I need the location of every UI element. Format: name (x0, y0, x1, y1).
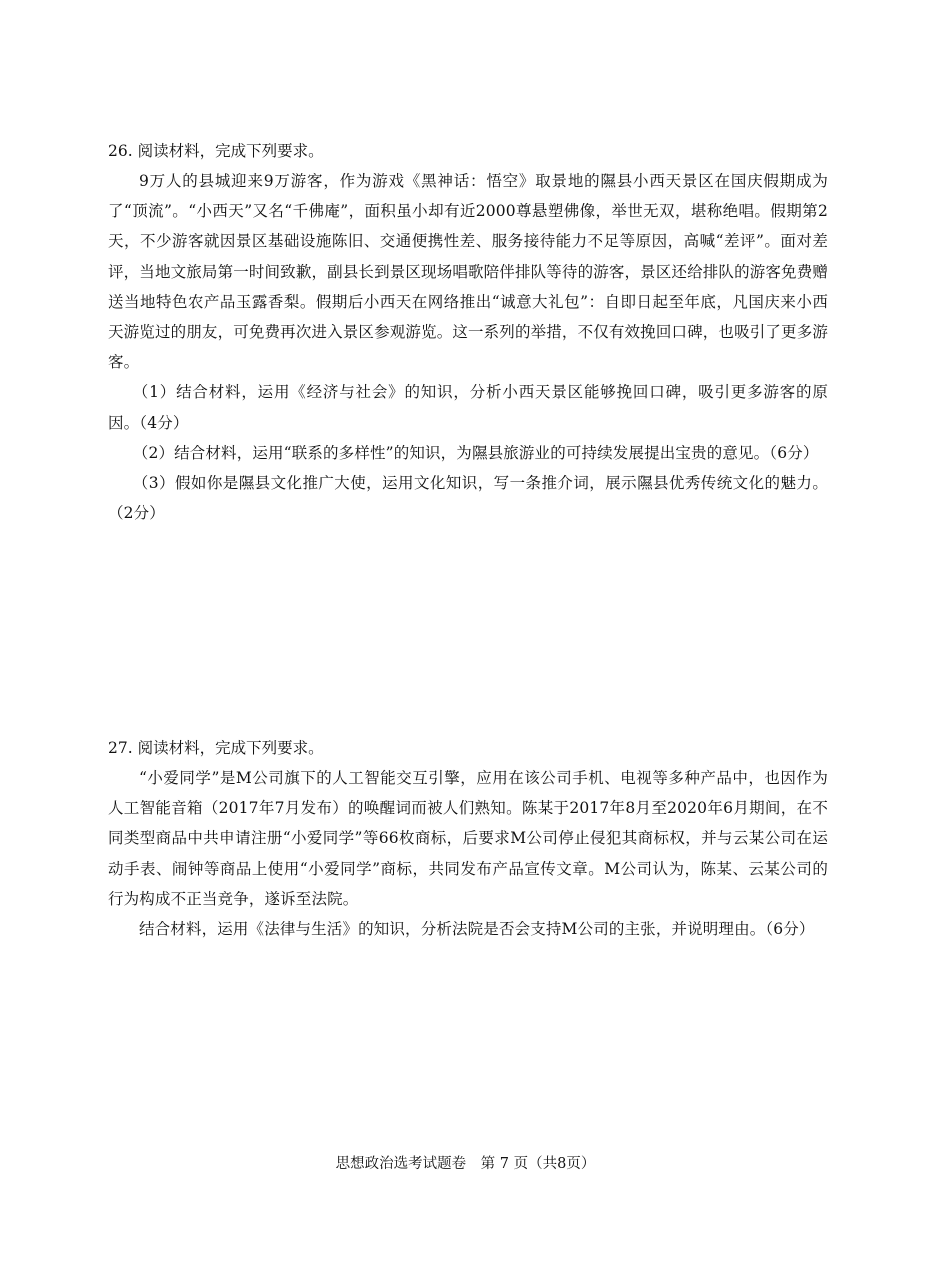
question-27-material: “小爱同学”是M公司旗下的人工智能交互引擎，应用在该公司手机、电视等多种产品中，也因作为人工智能音箱（2017年7月发布）的唤醒词而被人们熟知。陈某于2017年8月至2020年6月期间，在不同类型商品中共申请注册“小爱同学”等66枚商标，后要求M公司停止侵犯其商标权，并与云某公司在运动手表、闹钟等商品上使用“小爱同学”商标，共同发布产品宣传文章。M公司认为，陈某、云某公司的行为构成不正当竞争，遂诉至法院。 (108, 769, 828, 908)
question-26-part-1: （1）结合材料，运用《经济与社会》的知识，分析小西天景区能够挽回口碑，吸引更多游客的原因。（4分） (108, 383, 828, 432)
question-27-title: 27. 阅读材料，完成下列要求。 (108, 739, 324, 757)
question-27 (108, 733, 828, 944)
question-27-prompt: 结合材料，运用《法律与生活》的知识，分析法院是否会支持M公司的主张，并说明理由。（6分） (139, 920, 815, 939)
page-footer: 思想政治选考试题卷 第 7 页（共8页） (335, 1156, 596, 1172)
question-26-part-3: （3）假如你是隰县文化推广大使，运用文化知识，写一条推介词，展示隰县优秀传统文化的魅力。（2分） (108, 474, 828, 523)
question-26-part-2: （2）结合材料，运用“联系的多样性”的知识，为隰县旅游业的可持续发展提出宝贵的意见。（6分） (132, 443, 819, 462)
question-26-material: 9万人的县城迎来9万游客，作为游戏《黑神话：悟空》取景地的隰县小西天景区在国庆假期成为了“顶流”。“小西天”又名“千佛庵”，面积虽小却有近2000尊悬塑佛像，举世无双，堪称绝唱。假期第2天，不少游客就因景区基础设施陈旧、交通便携性差、服务接待能力不足等原因，高喊“差评”。面对差评，当地文旅局第一时间致歉，副县长到景区现场唱歌陪伴排队等待的游客，景区还给排队的游客免费赠送当地特色农产品玉露香梨。假期后小西天在网络推出“诚意大礼包”：自即日起至年底，凡国庆来小西天游览过的朋友，可免费再次进入景区参观游览。这一系列的举措，不仅有效挽回口碑，也吸引了更多游客。 (108, 172, 828, 372)
question-26-title: 26. 阅读材料，完成下列要求。 (108, 142, 324, 160)
question-26 (108, 136, 828, 528)
